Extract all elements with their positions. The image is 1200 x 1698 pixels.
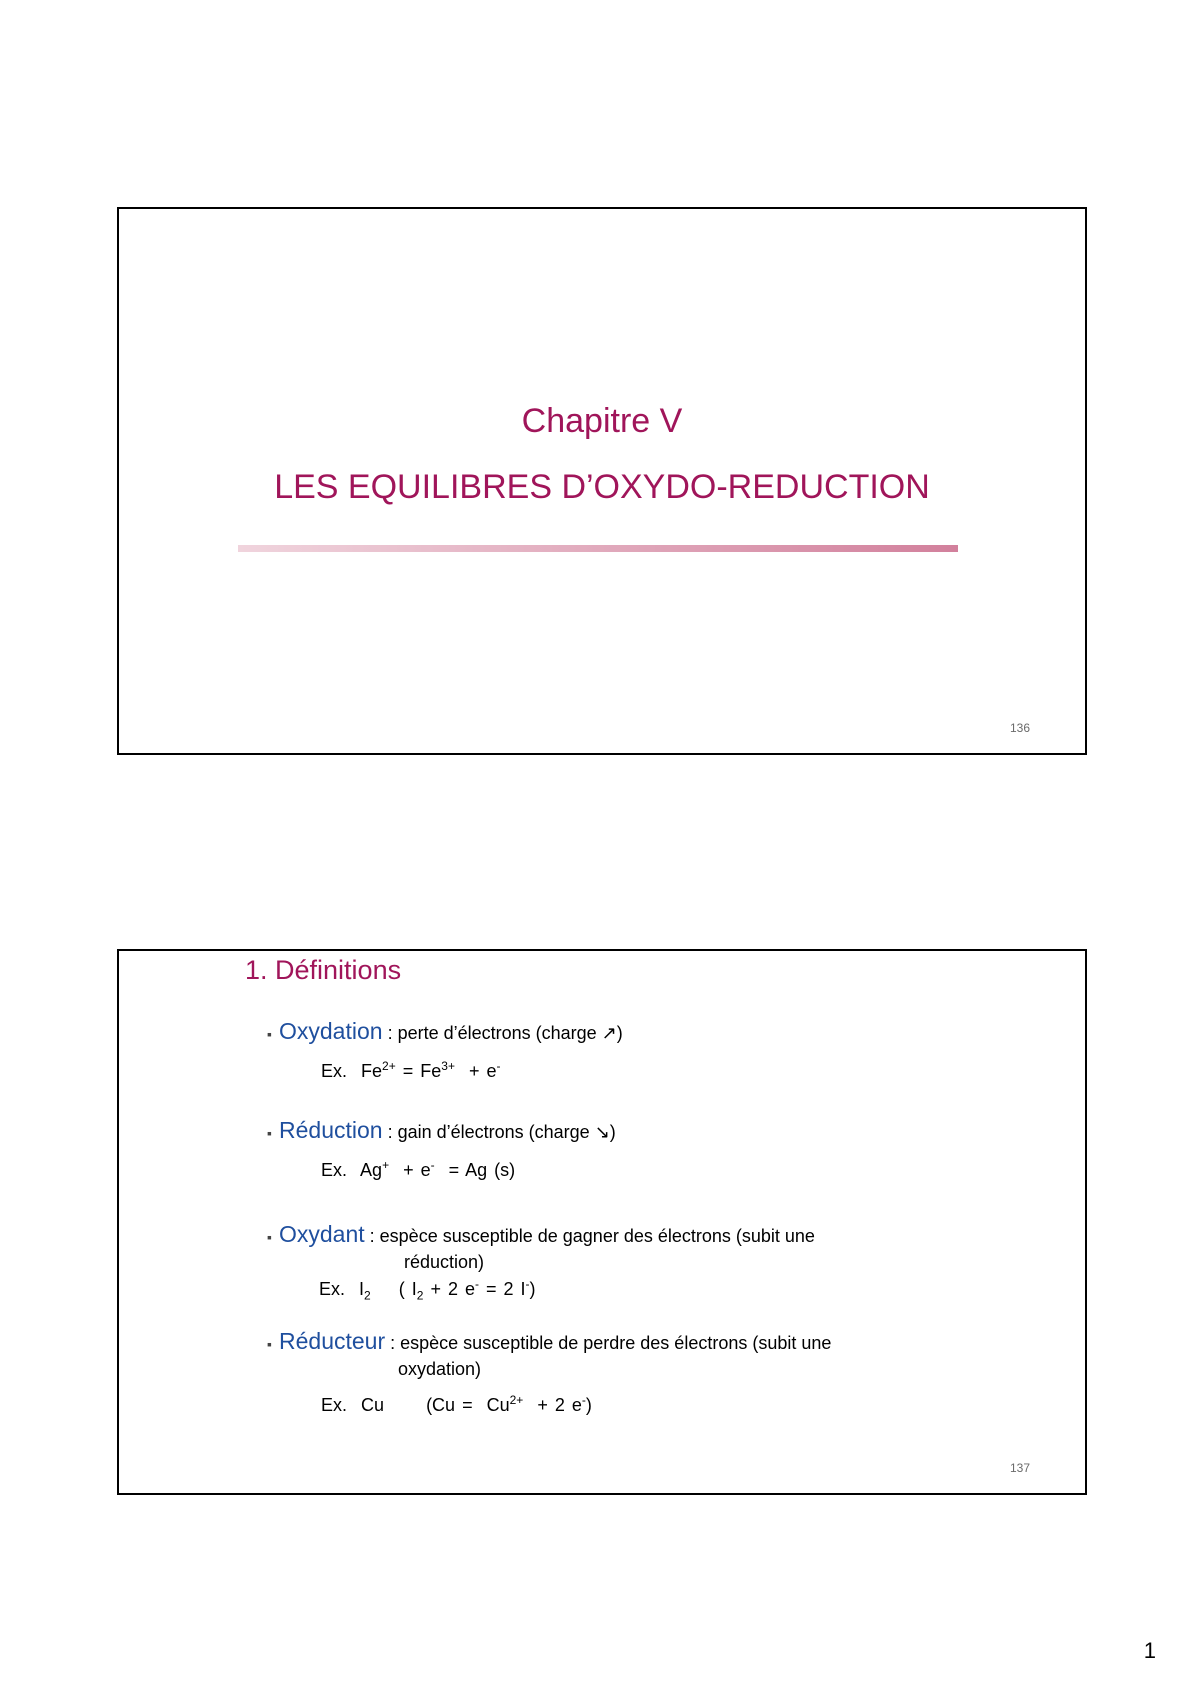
- definition-text: : gain d’électrons (charge ↘): [382, 1122, 616, 1142]
- equation-part: + 2 e: [423, 1279, 475, 1299]
- charge: 2+: [509, 1393, 524, 1407]
- example-reducteur: [321, 1393, 592, 1416]
- definition-text: : espèce susceptible de gagner des électrons (subit une: [364, 1226, 815, 1246]
- equation-part: + 2 e: [530, 1395, 582, 1415]
- species: Fe: [420, 1061, 442, 1081]
- charge: -: [430, 1158, 435, 1172]
- equation-part: ( I: [398, 1279, 417, 1299]
- charge: -: [496, 1059, 501, 1073]
- species: I: [359, 1279, 365, 1299]
- term-oxydation: Oxydation: [279, 1018, 383, 1044]
- bullet-icon: ▪: [267, 1026, 272, 1042]
- equation-part: ): [529, 1279, 536, 1299]
- definition-continuation: oxydation): [398, 1359, 482, 1379]
- bullet-icon: ▪: [267, 1229, 272, 1245]
- definition-reduction: [267, 1117, 616, 1144]
- charge: 2+: [382, 1059, 396, 1073]
- equation-part: (Cu =: [426, 1395, 480, 1415]
- example-reduction: [321, 1158, 515, 1181]
- charge: -: [474, 1277, 479, 1291]
- example-label: Ex.: [319, 1279, 346, 1299]
- product: = Ag (s): [441, 1160, 516, 1180]
- chapter-title: LES EQUILIBRES D’OXYDO-REDUCTION: [274, 468, 930, 506]
- slide-chapter-title: [117, 207, 1087, 755]
- example-label: Ex.: [321, 1061, 348, 1081]
- slide-page-number: 136: [1009, 721, 1030, 735]
- example-label: Ex.: [321, 1160, 348, 1180]
- bullet-icon: ▪: [267, 1336, 272, 1352]
- subscript: 2: [364, 1288, 371, 1303]
- charge: -: [581, 1393, 586, 1407]
- charge: -: [525, 1277, 530, 1291]
- charge: 3+: [441, 1059, 455, 1073]
- title-underline-bar: [238, 545, 958, 552]
- definition-text: : espèce susceptible de perdre des électrons (subit une: [385, 1333, 832, 1353]
- charge: +: [382, 1158, 390, 1172]
- definition-oxydant: [267, 1221, 815, 1248]
- electron: + e: [461, 1061, 497, 1081]
- species: Ag: [360, 1160, 383, 1180]
- example-oxydant: [319, 1277, 536, 1303]
- electron: + e: [396, 1160, 431, 1180]
- chapter-number-title: Chapitre V: [521, 402, 683, 440]
- equals: =: [395, 1061, 421, 1081]
- definition-oxydation: [267, 1018, 623, 1045]
- example-label: Ex.: [321, 1395, 348, 1415]
- equation-part: ): [585, 1395, 592, 1415]
- slide-definitions: [117, 949, 1087, 1495]
- example-oxydation: [321, 1059, 501, 1082]
- species: Cu: [486, 1395, 510, 1415]
- species: Cu: [361, 1395, 385, 1415]
- equation-part: = 2 I: [478, 1279, 526, 1299]
- subscript: 2: [416, 1288, 424, 1303]
- section-heading: 1. Définitions: [245, 955, 402, 985]
- slide-page-number: 137: [1009, 1461, 1030, 1475]
- definition-continuation: réduction): [404, 1252, 485, 1272]
- term-reducteur: Réducteur: [279, 1328, 386, 1354]
- species: Fe: [361, 1061, 383, 1081]
- bullet-icon: ▪: [267, 1125, 272, 1141]
- term-oxydant: Oxydant: [279, 1221, 365, 1247]
- document-page-number: 1: [1143, 1638, 1156, 1663]
- definition-reducteur: [267, 1328, 831, 1355]
- term-reduction: Réduction: [279, 1117, 383, 1143]
- definition-text: : perte d’électrons (charge ↗): [382, 1023, 623, 1043]
